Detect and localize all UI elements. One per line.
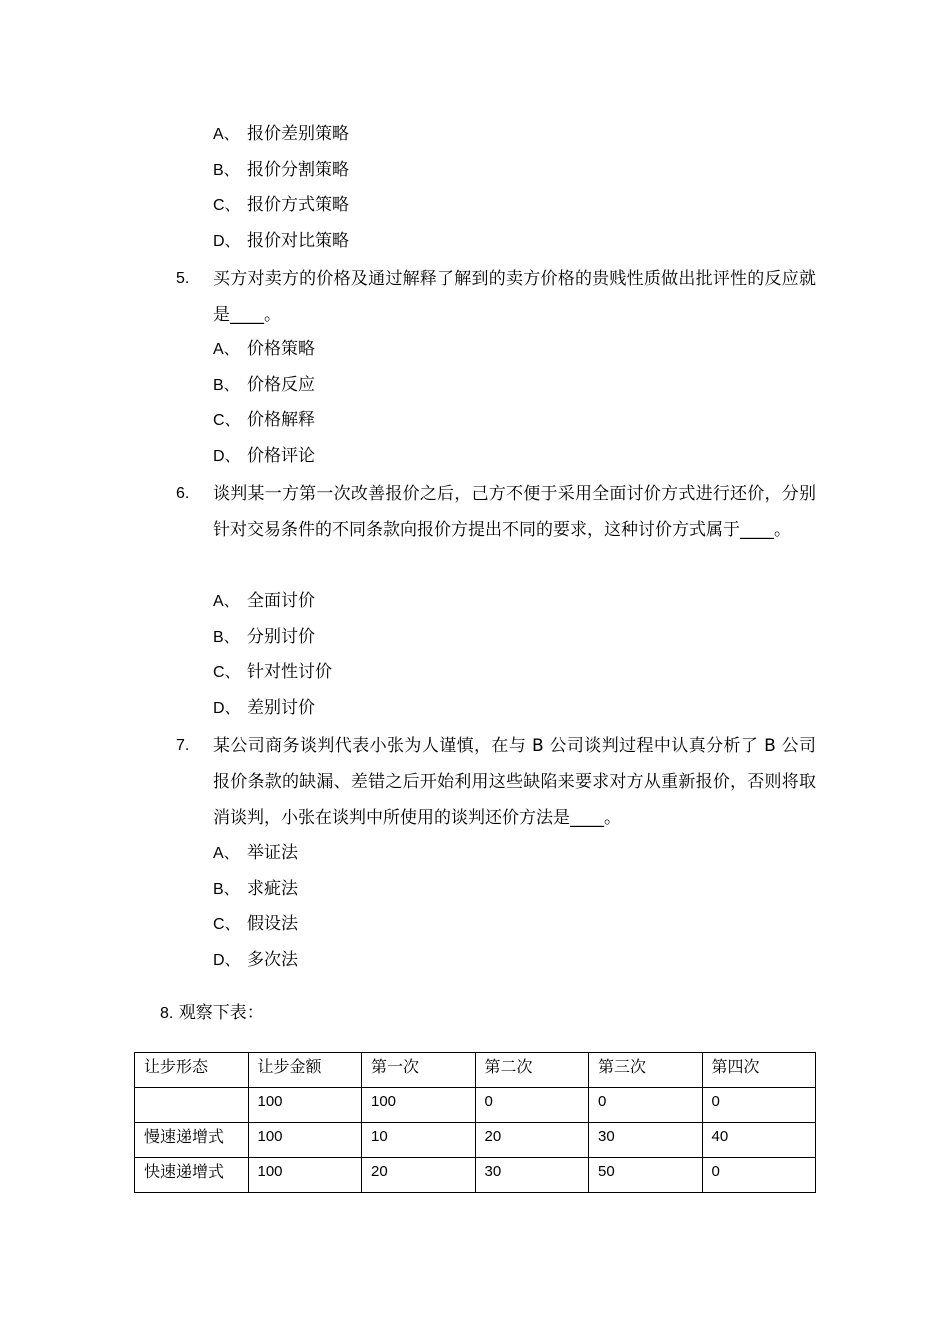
option-text: 报价对比策略 <box>247 230 349 251</box>
option-text: 假设法 <box>247 914 298 934</box>
option-letter: B、 <box>213 376 240 394</box>
q4-options <box>213 117 349 259</box>
option-text: 差别讨价 <box>247 697 315 718</box>
q4-option-c <box>213 188 349 224</box>
option-letter: D、 <box>213 699 241 717</box>
question-text: 谈判某一方第一次改善报价之后，己方不便于采用全面讨价方式进行还价，分别针对交易条件的不同条款向报价方提出不同的要求，这种讨价方式属于____。 <box>213 484 816 540</box>
table-row <box>135 1123 816 1158</box>
q6-option-c <box>213 655 332 691</box>
q7-options <box>213 836 298 978</box>
table-cell: 100 <box>248 1158 362 1193</box>
option-letter: C、 <box>213 197 241 214</box>
table-cell: 慢速递增式 <box>135 1123 249 1158</box>
table-cell: 30 <box>475 1158 589 1193</box>
option-text: 报价差别策略 <box>247 124 349 144</box>
option-text: 全面讨价 <box>247 591 315 611</box>
table-cell: 100 <box>248 1088 362 1123</box>
option-letter: B、 <box>213 161 240 179</box>
table-cell: 20 <box>362 1158 476 1193</box>
option-letter: A、 <box>213 341 240 358</box>
option-letter: B、 <box>213 880 240 898</box>
table-cell: 40 <box>702 1123 816 1158</box>
header-cell: 第二次 <box>475 1053 589 1088</box>
table-cell: 100 <box>362 1088 476 1123</box>
header-cell: 第三次 <box>589 1053 703 1088</box>
option-text: 多次法 <box>247 949 298 970</box>
option-letter: A、 <box>213 845 240 862</box>
option-text: 针对性讨价 <box>247 662 332 682</box>
table-row <box>135 1088 816 1123</box>
option-text: 分别讨价 <box>247 626 315 647</box>
option-letter: B、 <box>213 628 240 646</box>
question-text: 某公司商务谈判代表小张为人谨慎，在与 B 公司谈判过程中认真分析了 B 公司报价条款的缺漏、差错之后开始利用这些缺陷来要求对方从重新报价，否则将取消谈判，小张在谈判中所使用的谈判还价方法是____。 <box>213 736 816 828</box>
table-cell: 0 <box>702 1088 816 1123</box>
option-text: 报价方式策略 <box>247 195 349 215</box>
table-header-row <box>135 1053 816 1088</box>
option-letter: D、 <box>213 951 241 969</box>
table-cell: 20 <box>475 1123 589 1158</box>
question-number: 6. <box>176 485 190 502</box>
table-cell: 0 <box>475 1088 589 1123</box>
table-cell: 10 <box>362 1123 476 1158</box>
question-title: 观察下表： <box>178 1003 264 1023</box>
q5-options <box>213 332 315 474</box>
option-text: 举证法 <box>247 843 298 863</box>
q7-option-c <box>213 907 298 943</box>
option-letter: C、 <box>213 412 241 429</box>
table-cell: 0 <box>702 1158 816 1193</box>
option-text: 价格评论 <box>247 445 315 466</box>
option-text: 价格解释 <box>247 410 315 430</box>
q5-option-a <box>213 332 315 368</box>
question-8 <box>160 995 264 1032</box>
q7-option-a <box>213 836 298 872</box>
q7-option-b <box>213 872 298 908</box>
header-cell: 让步金额 <box>248 1053 362 1088</box>
q4-option-b <box>213 153 349 189</box>
header-cell: 第四次 <box>702 1053 816 1088</box>
table-cell: 100 <box>248 1123 362 1158</box>
option-letter: C、 <box>213 664 241 681</box>
q4-option-d <box>213 224 349 260</box>
question-number: 5. <box>176 270 190 287</box>
option-text: 报价分割策略 <box>247 159 349 180</box>
q5-option-d <box>213 439 315 475</box>
option-letter: A、 <box>213 593 240 610</box>
question-7 <box>176 728 816 836</box>
header-cell: 第一次 <box>362 1053 476 1088</box>
q5-option-b <box>213 368 315 404</box>
table-cell: 0 <box>589 1088 703 1123</box>
option-letter: D、 <box>213 232 241 250</box>
concession-table <box>134 1052 816 1193</box>
q6-option-a <box>213 584 332 620</box>
question-text: 买方对卖方的价格及通过解释了解到的卖方价格的贵贱性质做出批评性的反应就是____。 <box>213 269 816 325</box>
q7-option-d <box>213 943 298 979</box>
option-letter: A、 <box>213 126 240 143</box>
table-cell: 50 <box>589 1158 703 1193</box>
option-letter: D、 <box>213 447 241 465</box>
option-text: 价格反应 <box>247 374 315 395</box>
q6-options <box>213 584 332 726</box>
q6-option-b <box>213 620 332 656</box>
table-row <box>135 1158 816 1193</box>
option-text: 价格策略 <box>247 339 315 359</box>
header-cell: 让步形态 <box>135 1053 249 1088</box>
question-6 <box>176 476 816 548</box>
table-cell <box>135 1088 249 1123</box>
table-cell: 快速递增式 <box>135 1158 249 1193</box>
question-number: 7. <box>176 737 190 754</box>
q6-option-d <box>213 691 332 727</box>
q4-option-a <box>213 117 349 153</box>
option-letter: C、 <box>213 916 241 933</box>
q5-option-c <box>213 403 315 439</box>
question-number: 8. <box>160 1005 174 1022</box>
option-text: 求疵法 <box>247 878 298 899</box>
table-cell: 30 <box>589 1123 703 1158</box>
question-5 <box>176 261 816 333</box>
